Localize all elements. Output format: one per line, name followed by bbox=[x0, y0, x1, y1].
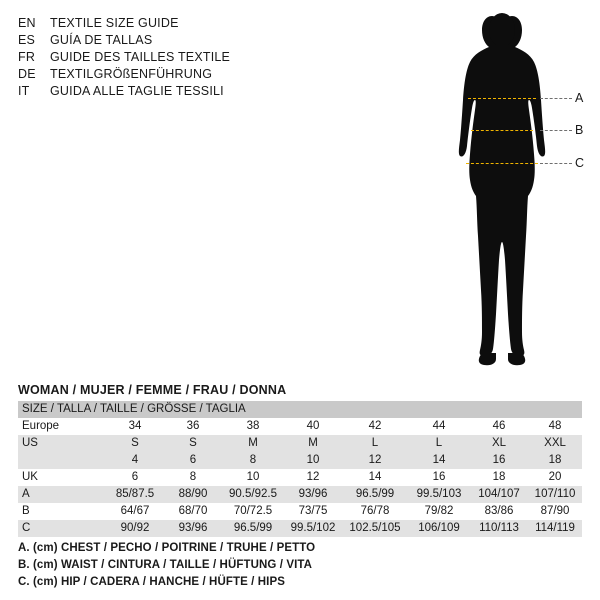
cell: 14 bbox=[342, 469, 408, 486]
cell: 93/96 bbox=[164, 520, 222, 537]
table-row bbox=[18, 520, 582, 537]
cell: 44 bbox=[408, 418, 470, 435]
cell: M bbox=[284, 435, 342, 452]
cell: XL bbox=[470, 435, 528, 452]
cell: 99.5/103 bbox=[408, 486, 470, 503]
cell: L bbox=[342, 435, 408, 452]
cell: 106/109 bbox=[408, 520, 470, 537]
table-row bbox=[18, 503, 582, 520]
language-list bbox=[18, 16, 338, 101]
cell: 6 bbox=[106, 469, 164, 486]
cell: 83/86 bbox=[470, 503, 528, 520]
cell: 96.5/99 bbox=[222, 520, 284, 537]
cell: 79/82 bbox=[408, 503, 470, 520]
cell: 110/113 bbox=[470, 520, 528, 537]
cell: 64/67 bbox=[106, 503, 164, 520]
cell: 88/90 bbox=[164, 486, 222, 503]
row-label bbox=[18, 452, 106, 469]
marker-label-b: B bbox=[575, 123, 584, 137]
hip-guide-tail bbox=[540, 163, 572, 164]
table-row bbox=[18, 435, 582, 452]
cell: 93/96 bbox=[284, 486, 342, 503]
cell: 76/78 bbox=[342, 503, 408, 520]
waist-guide-line bbox=[471, 130, 533, 131]
cell: 8 bbox=[164, 469, 222, 486]
row-label: A bbox=[18, 486, 106, 503]
language-code: FR bbox=[18, 50, 36, 64]
cell: 40 bbox=[284, 418, 342, 435]
waist-guide-tail bbox=[540, 130, 572, 131]
row-label: US bbox=[18, 435, 106, 452]
language-row bbox=[18, 67, 338, 84]
language-row bbox=[18, 84, 338, 101]
cell: 10 bbox=[222, 469, 284, 486]
language-text: GUIDE DES TAILLES TEXTILE bbox=[50, 50, 231, 64]
cell: 85/87.5 bbox=[106, 486, 164, 503]
marker-label-c: C bbox=[575, 156, 585, 170]
cell: 42 bbox=[342, 418, 408, 435]
language-row bbox=[18, 16, 338, 33]
row-label: B bbox=[18, 503, 106, 520]
cell: 46 bbox=[470, 418, 528, 435]
cell: 90/92 bbox=[106, 520, 164, 537]
cell: S bbox=[164, 435, 222, 452]
row-label: Europe bbox=[18, 418, 106, 435]
cell: 18 bbox=[470, 469, 528, 486]
cell: 20 bbox=[528, 469, 582, 486]
row-label: C bbox=[18, 520, 106, 537]
cell: 99.5/102 bbox=[284, 520, 342, 537]
cell: 104/107 bbox=[470, 486, 528, 503]
language-code: DE bbox=[18, 67, 36, 81]
cell: 68/70 bbox=[164, 503, 222, 520]
table-row bbox=[18, 469, 582, 486]
cell: 16 bbox=[408, 469, 470, 486]
cell: 4 bbox=[106, 452, 164, 469]
cell: 36 bbox=[164, 418, 222, 435]
cell: 10 bbox=[284, 452, 342, 469]
table-header-row bbox=[18, 401, 582, 418]
cell: XXL bbox=[528, 435, 582, 452]
table-row bbox=[18, 486, 582, 503]
size-table bbox=[18, 401, 582, 537]
cell: S bbox=[106, 435, 164, 452]
row-label: UK bbox=[18, 469, 106, 486]
cell: 87/90 bbox=[528, 503, 582, 520]
language-text: GUÍA DE TALLAS bbox=[50, 33, 153, 47]
cell: 70/72.5 bbox=[222, 503, 284, 520]
cell: 12 bbox=[284, 469, 342, 486]
table-row bbox=[18, 452, 582, 469]
cell: 38 bbox=[222, 418, 284, 435]
cell: 102.5/105 bbox=[342, 520, 408, 537]
language-code: ES bbox=[18, 33, 36, 47]
cell: 73/75 bbox=[284, 503, 342, 520]
female-silhouette-icon bbox=[420, 8, 590, 368]
body-figure-diagram bbox=[420, 8, 590, 368]
language-row bbox=[18, 50, 338, 67]
language-text: TEXTILGRÖßENFÜHRUNG bbox=[50, 67, 213, 81]
cell: 114/119 bbox=[528, 520, 582, 537]
legend-row-c: C. (cm) HIP / CADERA / HANCHE / HÜFTE / HIPS bbox=[18, 576, 286, 588]
chest-guide-line bbox=[468, 98, 536, 99]
cell: 96.5/99 bbox=[342, 486, 408, 503]
cell: 6 bbox=[164, 452, 222, 469]
language-code: EN bbox=[18, 16, 36, 30]
cell: L bbox=[408, 435, 470, 452]
cell: 12 bbox=[342, 452, 408, 469]
cell: 34 bbox=[106, 418, 164, 435]
legend-row-a: A. (cm) CHEST / PECHO / POITRINE / TRUHE / PETTO bbox=[18, 542, 316, 554]
size-table-area bbox=[18, 383, 582, 537]
legend-row-b: B. (cm) WAIST / CINTURA / TAILLE / HÜFTUNG / VITA bbox=[18, 559, 313, 571]
measurement-legend bbox=[18, 540, 578, 591]
language-text: GUIDA ALLE TAGLIE TESSILI bbox=[50, 84, 224, 98]
language-code: IT bbox=[18, 84, 30, 98]
language-text: TEXTILE SIZE GUIDE bbox=[50, 16, 179, 30]
table-row bbox=[18, 418, 582, 435]
cell: 107/110 bbox=[528, 486, 582, 503]
hip-guide-line bbox=[466, 163, 538, 164]
cell: 18 bbox=[528, 452, 582, 469]
table-section-title: WOMAN / MUJER / FEMME / FRAU / DONNA bbox=[18, 383, 287, 397]
cell: M bbox=[222, 435, 284, 452]
table-header-label: SIZE / TALLA / TAILLE / GRÖSSE / TAGLIA bbox=[18, 401, 582, 418]
language-row bbox=[18, 33, 338, 50]
cell: 90.5/92.5 bbox=[222, 486, 284, 503]
cell: 8 bbox=[222, 452, 284, 469]
cell: 16 bbox=[470, 452, 528, 469]
chest-guide-tail bbox=[540, 98, 572, 99]
cell: 14 bbox=[408, 452, 470, 469]
cell: 48 bbox=[528, 418, 582, 435]
marker-label-a: A bbox=[575, 91, 584, 105]
